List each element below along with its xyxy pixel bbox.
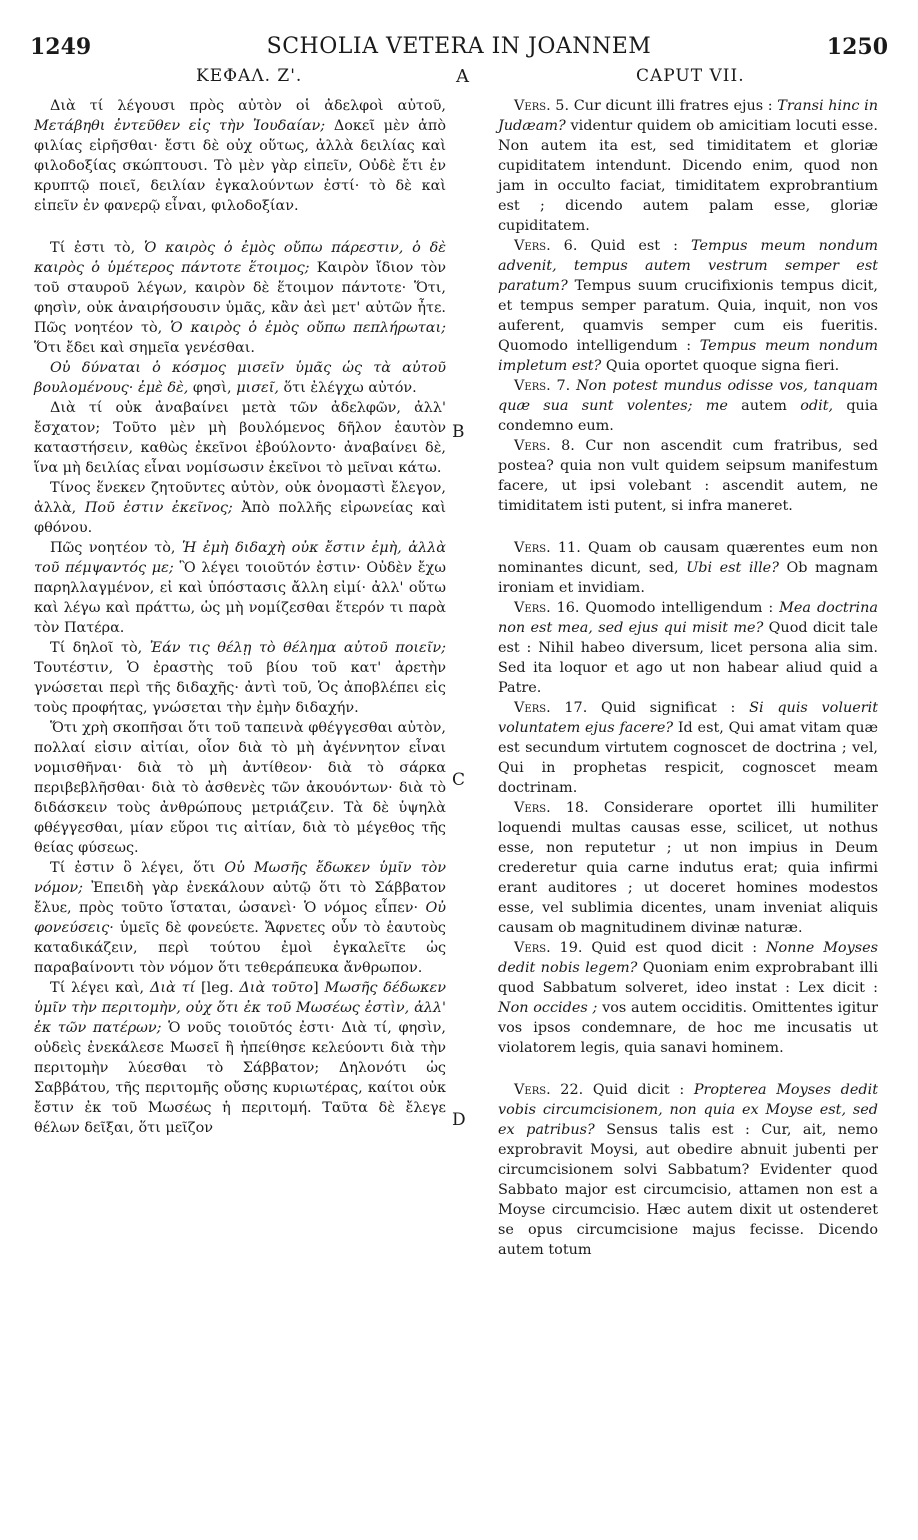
latin-paragraph	[498, 698, 878, 798]
commentary-text: Ἀπὸ πολλῆς εἰρωνείας καὶ φθόνου.	[34, 500, 446, 536]
margin-marker-d: D	[452, 1110, 466, 1130]
greek-chapter-heading: ΚΕΦΑΛ. Ζ'.	[196, 66, 303, 86]
commentary-text: Cur dicunt illi fratres ejus :	[569, 98, 778, 114]
verse-label: Vers. 16.	[514, 600, 580, 616]
commentary-text: Τί λέγει καὶ,	[50, 980, 150, 996]
commentary-text: autem	[727, 398, 801, 414]
commentary-text: ὑμεῖς δὲ φονεύετε. Ἄφνετες οὖν τὸ ἑαυτοὺς καταδικάζειν, περὶ τούτου ἐμοὶ ἐγκαλεῖτε ὡς παραβαίνοντι τὸν νόμον ὅτι τεθεράπευκα ἄνθρωπον.	[34, 920, 446, 976]
quoted-scripture: Οὐ δύναται ὁ κόσμος μισεῖν ὑμᾶς ὡς τὰ αὐτοῦ βουλομένους·	[34, 360, 446, 396]
commentary-text: Quam ob causam quærentes eum non nominantes dicunt, sed,	[498, 540, 878, 576]
commentary-text: Quid est quod dicit :	[582, 940, 766, 956]
quoted-scripture: Non potest mundus odisse vos, tanquam quæ sua sunt volentes; me	[498, 378, 879, 414]
commentary-text: Τί ἐστι τὸ,	[50, 240, 144, 256]
commentary-text: Τί ἐστιν ὃ λέγει, ὅτι	[50, 860, 225, 876]
commentary-text: Ὅτι χρὴ σκοπῆσαι ὅτι τοῦ ταπεινὰ φθέγγεσθαι αὐτὸν, πολλαί εἰσιν αἰτίαι, οἷον διὰ τὸ μὴ ἀγέννητον εἶναι νομισθῆναι· διὰ τὸ μὴ ἀντίθεον· διὰ τὸ σάρκα περιβεβλῆσθαι· διὰ τὸ ἀσθενὲς τῶν ἀκουόντων· διὰ τὸ διδάσκειν τοὺς ἀνθρώπους μετριάζειν. Τὰ δὲ ὑψηλὰ φθέγγεσθαι, μίαν εὕροι τις αἰτίαν, διὰ τὸ μέγεθος τῆς θείας φύσεως.	[34, 720, 446, 856]
latin-paragraph	[498, 1080, 878, 1260]
page-number-left: 1249	[30, 34, 92, 60]
latin-paragraph	[498, 236, 878, 376]
greek-paragraph	[34, 238, 446, 358]
commentary-text: ὅτι ἐλέγχω αὐτόν.	[278, 380, 417, 396]
quoted-scripture: Nonne Moyses dedit nobis legem?	[498, 940, 879, 976]
quoted-scripture: Ὁ καιρὸς ὁ ἐμὸς οὔπω πεπλήρωται;	[170, 320, 446, 336]
commentary-text: Τίνος ἕνεκεν ζητοῦντες αὐτὸν, οὐκ ὀνομαστὶ ἔλεγον, ἀλλὰ,	[34, 480, 446, 516]
commentary-text: Τουτέστιν, Ὁ ἐραστὴς τοῦ βίου τοῦ κατ' ἀρετὴν γνώσεται περὶ τῆς διδαχῆς· ἀντὶ τοῦ, Ὁς ἀποβλέπει εἰς τοὺς προφήτας, γνώσεται τὴν ἐμὴν διδαχήν.	[34, 660, 446, 716]
quoted-scripture: Ποῦ ἐστιν ἐκεῖνος;	[84, 500, 233, 516]
latin-column	[498, 96, 878, 1260]
commentary-text: Ἐπειδὴ γὰρ ἐνεκάλουν αὐτῷ ὅτι τὸ Σάββατον ἔλυε, πρὸς τοῦτο ἵσταται, ὡσανεὶ· Ὁ νόμος εἶπεν·	[34, 880, 446, 916]
commentary-text: [leg.	[195, 980, 240, 996]
commentary-text: Tempus suum crucifixionis tempus dicit, et tempus semper paratum. Quia, inquit, non vos auferent, quamvis semper cum eis fueritis. Quomodo intelligendum :	[498, 278, 878, 354]
quoted-scripture: Transi hinc in Judæam?	[498, 98, 878, 134]
latin-paragraph	[498, 538, 878, 598]
commentary-text: ]	[313, 980, 325, 996]
quoted-scripture: Mea doctrina non est mea, sed ejus qui misit me?	[498, 600, 878, 636]
quoted-scripture: Ὁ καιρὸς ὁ ἐμὸς οὔπω πάρεστιν, ὁ δὲ καιρὸς ὁ ὑμέτερος πάντοτε ἕτοιμος;	[34, 240, 446, 276]
commentary-text: Quid est :	[577, 238, 691, 254]
commentary-text: quia condemno eum.	[498, 398, 878, 434]
quoted-scripture: Μετάβηθι ἐντεῦθεν εἰς τὴν Ἰουδαίαν;	[34, 118, 326, 134]
greek-paragraph	[34, 638, 446, 718]
commentary-text: Quid significat :	[587, 700, 750, 716]
quoted-scripture: Non occides ;	[498, 1000, 598, 1016]
verse-label: Vers. 18.	[514, 800, 589, 816]
commentary-text: Ὁ νοῦς τοιοῦτός ἐστι· Διὰ τί, φησὶν, οὐδεὶς ἐνεκάλεσε Μωσεῖ ἢ ἠπείθησε κελεύοντι διὰ τὴν περιτομὴν λύεσθαι τὸ Σάββατον; Δηλονότι ὡς Σαββάτου, τῆς περιτομῆς οὔσης κυριωτέρας, καίτοι οὐκ ἔστιν ἐκ τοῦ Μωσέως ἡ περιτομή. Ταῦτα δὲ ἔλεγε θέλων δεῖξαι, ὅτι μεῖζον	[34, 1020, 446, 1136]
quoted-scripture: Tempus meum nondum impletum est?	[498, 338, 878, 374]
greek-paragraph	[34, 538, 446, 638]
greek-paragraph	[34, 478, 446, 538]
commentary-text: Διὰ τί οὐκ ἀναβαίνει μετὰ τῶν ἀδελφῶν, ἀλλ' ἔσχατον; Τοῦτο μὲν μὴ βουλόμενος δῆλον ἑαυτὸν καταστήσειν, καθὼς ἐκεῖνοι ἐβούλοντο· ἀναβαίνει δὲ, ἵνα μὴ δειλίας εἶναι νομίσωσιν ἐκεῖνοι τὸ μεῖναι κάτω.	[34, 400, 446, 476]
commentary-text: Quia oportet quoque signa fieri.	[601, 358, 840, 374]
quoted-scripture: Οὐ φονεύσεις·	[34, 900, 446, 936]
latin-paragraph	[498, 436, 878, 516]
commentary-text: φησὶ,	[188, 380, 237, 396]
commentary-text: Διὰ τί λέγουσι πρὸς αὐτὸν οἱ ἀδελφοὶ αὐτοῦ,	[50, 98, 446, 114]
verse-label: Vers. 22.	[514, 1082, 584, 1098]
commentary-text: vos autem occiditis. Omittentes igitur vos ipsos condemnare, de hoc me incusatis ut violatorem legis, quia sanavi hominem.	[498, 1000, 878, 1056]
quoted-scripture: Διὰ τί	[149, 980, 196, 996]
commentary-text: Quod dicit tale est : Nihil habeo diversum, licet persona alia sim. Sed ita loquor et ago ut non habear aliud quid a Patre.	[498, 620, 878, 696]
quoted-scripture: Propterea Moyses dedit vobis circumcisionem, non quia ex Moyse est, sed ex patribus?	[498, 1082, 878, 1138]
commentary-text: Καιρὸν ἴδιον τὸν τοῦ σταυροῦ λέγων, καιρὸν δὲ ἕτοιμον πάντοτε· Ὅτι, φησὶν, οὐκ ἀναιρήσουσιν ὑμᾶς, κἂν ἀεὶ μετ' αὐτῶν ἦτε. Πῶς νοητέον τὸ,	[34, 260, 446, 336]
latin-paragraph	[498, 96, 878, 236]
commentary-text: Sensus talis est : Cur, ait, nemo exprobravit Moysi, aut obedire abnuit jubenti per circumcisionem solvi Sabbatum? Evidenter quod Sabbato major est circumcisio, attamen non est a Moyse circumcisio. Hæc autem dixit ut ostenderet se opus circumcisione majus fecisse. Dicendo autem totum	[498, 1122, 878, 1258]
latin-paragraph	[498, 938, 878, 1058]
page-number-right: 1250	[826, 34, 888, 60]
greek-paragraph	[34, 978, 446, 1138]
latin-chapter-heading: CAPUT VII.	[636, 66, 745, 86]
margin-marker-b: B	[452, 422, 465, 442]
quoted-scripture: Μωσῆς δέδωκεν ὑμῖν τὴν περιτομὴν, οὐχ ὅτι ἐκ τοῦ Μωσέως ἐστὶν, ἀλλ' ἐκ τῶν πατέρων;	[34, 980, 446, 1036]
commentary-text: Ὅτι ἔδει καὶ σημεῖα γενέσθαι.	[34, 340, 255, 356]
verse-label: Vers. 5.	[514, 98, 570, 114]
greek-paragraph	[34, 96, 446, 216]
commentary-text: Considerare oportet illi humiliter loquendi multas causas esse, scilicet, ut nothus esse, non reputetur ; ut non impius in Deum crederetur quia carne indutus erat; quia infirmi erant auditores ; ut doceret homines modestos esse, vel sublimia dicentes, unam inveniat aliquis causam ob magnitudinem divinæ naturæ.	[498, 800, 879, 936]
quoted-scripture: odit,	[800, 398, 834, 414]
commentary-text: Ob magnam ironiam et invidiam.	[498, 560, 878, 596]
greek-paragraph	[34, 398, 446, 478]
commentary-text: Quid dicit :	[583, 1082, 694, 1098]
commentary-text: Τί δηλοῖ τὸ,	[50, 640, 150, 656]
commentary-text: Ὃ λέγει τοιοῦτόν ἐστιν· Οὐδὲν ἔχω παρηλλαγμένον, εἰ καὶ ὑπόστασις ἄλλη εἰμί· ἀλλ' οὕτω καὶ λέγω καὶ πράττω, ὡς μὴ νομίζεσθαι ἕτερόν τι παρὰ τὸν Πατέρα.	[34, 560, 446, 636]
commentary-text: Quomodo intelligendum :	[579, 600, 780, 616]
commentary-text: Id est, Qui amat vitam quæ est secundum virtutem cognoscet de doctrina ; vel, Qui in prophetas respicit, cognoscet meam doctrinam.	[498, 720, 878, 796]
verse-label: Vers. 11.	[514, 540, 581, 556]
page-header	[30, 34, 888, 64]
verse-label: Vers. 7.	[514, 378, 571, 394]
commentary-text: Πῶς νοητέον τὸ,	[50, 540, 183, 556]
latin-paragraph	[498, 376, 878, 436]
quoted-scripture: Οὐ Μωσῆς ἔδωκεν ὑμῖν τὸν νόμον;	[34, 860, 447, 896]
quoted-scripture: Ἡ ἐμὴ διδαχὴ οὐκ ἔστιν ἐμὴ, ἀλλὰ τοῦ πέμψαντός με;	[34, 540, 446, 576]
commentary-text: videntur quidem ob amicitiam locuti esse. Non autem ita est, sed timiditatem et gloriæ cupiditatem intendunt. Dicendo enim, quod non jam in occulto faciat, timiditatem exprobrantium est ; dicendo autem palam esse, gloriæ cupiditatem.	[498, 118, 878, 234]
commentary-text: Δοκεῖ μὲν ἀπὸ φιλίας εἰρῆσθαι· ἔστι δὲ οὐχ οὕτως, ἀλλὰ δειλίας καὶ φιλοδοξίας σκώπτουσι. Τὸ μὲν γὰρ εἰπεῖν, Οὐδὲ ἔτι ἐν κρυπτῷ ποιεῖ, δειλίαν ἐγκαλούντων ἐστί· τὸ δὲ καὶ εἰπεῖν ἐν φανερῷ εἶναι, φιλοδοξίαν.	[34, 118, 446, 214]
latin-paragraph	[498, 598, 878, 698]
running-title: SCHOLIA VETERA IN JOANNEM	[266, 34, 652, 59]
greek-paragraph	[34, 718, 446, 858]
quoted-scripture: Ἐάν τις θέλῃ τὸ θέλημα αὐτοῦ ποιεῖν;	[149, 640, 446, 656]
greek-paragraph	[34, 858, 446, 978]
greek-column	[34, 96, 446, 1138]
verse-label: Vers. 17.	[514, 700, 588, 716]
commentary-text: Quoniam enim exprobrabant illi quod Sabbatum solveret, ideo instat : Lex dicit :	[498, 960, 878, 996]
verse-label: Vers. 6.	[514, 238, 578, 254]
margin-marker-a: A	[456, 66, 470, 87]
quoted-scripture: Si quis voluerit voluntatem ejus facere?	[498, 700, 879, 736]
quoted-scripture: μισεῖ,	[236, 380, 279, 396]
commentary-text: Cur non ascendit cum fratribus, sed postea? quia non vult quidem seipsum manifestum facere, ut ipsi volebant : ascendit autem, ne timiditatem isti putent, si infra maneret.	[498, 438, 879, 514]
quoted-scripture: Ubi est ille?	[686, 560, 779, 576]
quoted-scripture: ἐμὲ δὲ,	[137, 380, 189, 396]
quoted-scripture: Διὰ τοῦτο	[239, 980, 314, 996]
verse-label: Vers. 19.	[514, 940, 583, 956]
verse-label: Vers. 8.	[514, 438, 575, 454]
margin-marker-c: C	[452, 770, 466, 790]
latin-paragraph	[498, 798, 878, 938]
greek-paragraph	[34, 358, 446, 398]
quoted-scripture: Tempus meum nondum advenit, tempus autem vestrum semper est paratum?	[498, 238, 878, 294]
